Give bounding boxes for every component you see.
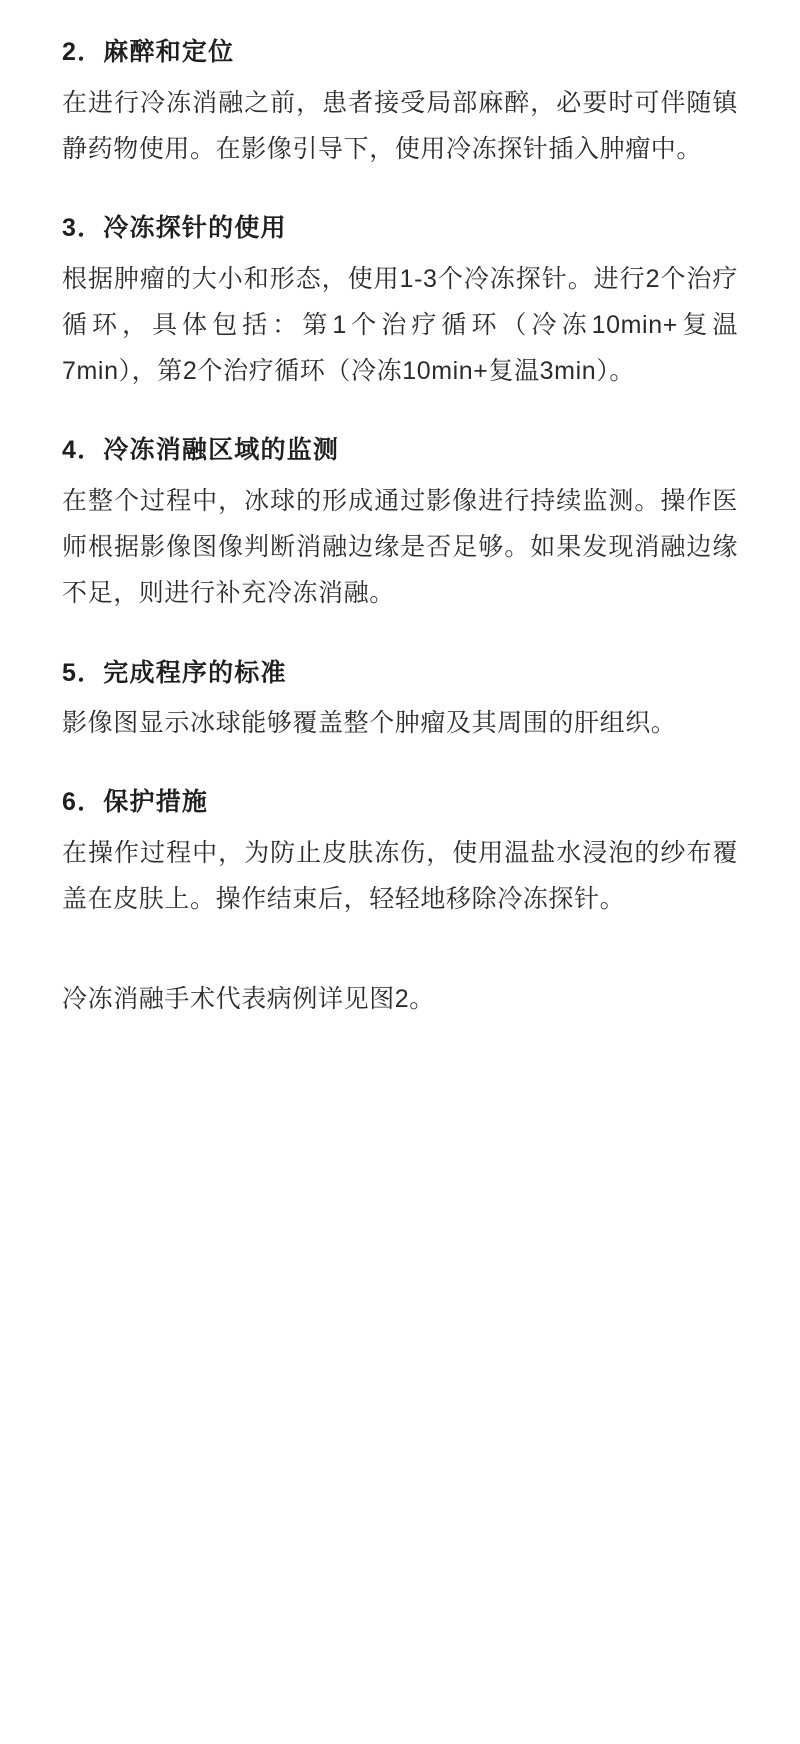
section-heading: 2．麻醉和定位 <box>62 38 235 66</box>
section-completion-criteria <box>62 655 738 747</box>
section-body: 影像图显示冰球能够覆盖整个肿瘤及其周围的肝组织。 <box>62 709 677 737</box>
section-body: 在整个过程中，冰球的形成通过影像进行持续监测。操作医师根据影像图像判断消融边缘是否足够。如果发现消融边缘不足，则进行补充冷冻消融。 <box>62 486 738 608</box>
section-anesthesia-and-positioning <box>62 34 738 172</box>
section-heading: 4．冷冻消融区域的监测 <box>62 436 340 465</box>
section-heading: 6．保护措施 <box>62 788 209 817</box>
section-heading: 5．完成程序的标准 <box>62 658 287 687</box>
section-body: 在操作过程中，为防止皮肤冻伤，使用温盐水浸泡的纱布覆盖在皮肤上。操作结束后，轻轻地移除冷冻探针。 <box>62 838 738 913</box>
closing-paragraph: 冷冻消融手术代表病例详见图2。 <box>62 985 435 1014</box>
section-cryoprobe-usage <box>62 210 738 394</box>
section-ablation-zone-monitoring <box>62 432 738 616</box>
section-protective-measures <box>62 784 738 922</box>
section-body: 在进行冷冻消融之前，患者接受局部麻醉，必要时可伴随镇静药物使用。在影像引导下，使用冷冻探针插入肿瘤中。 <box>62 88 738 163</box>
section-heading: 3．冷冻探针的使用 <box>62 214 287 242</box>
section-body: 根据肿瘤的大小和形态，使用1-3个冷冻探针。进行2个治疗循环，具体包括：第1个治疗循环（冷冻10min+复温7min），第2个治疗循环（冷冻10min+复温3min）。 <box>62 264 738 385</box>
